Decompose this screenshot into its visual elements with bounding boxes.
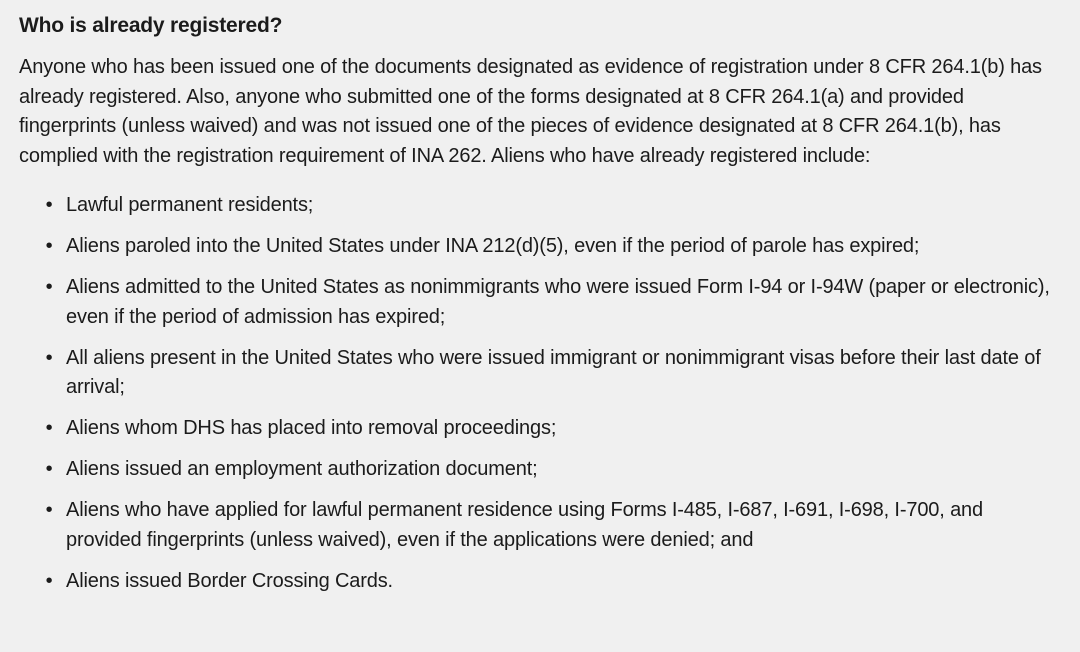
list-item <box>45 455 1060 485</box>
list-item-text: Aliens who have applied for lawful permanent residence using Forms I-485, I-687, I-691, I-698, I-700, and provided fingerprints (unless waived), even if the applications were denied; and <box>66 499 983 551</box>
list-item-text: All aliens present in the United States who were issued immigrant or nonimmigrant visas before their last date of arrival; <box>66 346 1041 398</box>
bullet-icon: • <box>45 569 53 592</box>
bullet-icon: • <box>45 499 53 521</box>
registered-list <box>19 191 1060 596</box>
list-item-text: Aliens admitted to the United States as nonimmigrants who were issued Form I-94 or I-94W (paper or electronic), even if the period of admission has expired; <box>66 276 1050 328</box>
bullet-icon: • <box>45 458 53 480</box>
list-item-text: Lawful permanent residents; <box>66 194 314 216</box>
intro-paragraph: Anyone who has been issued one of the documents designated as evidence of registration under 8 CFR 264.1(b) has already registered. Also, anyone who submitted one of the forms designated at 8 CFR 264.1(a) and provided fingerprints (unless waived) and was not issued one of the pieces of evidence designated at 8 CFR 264.1(b), has complied with the registration requirement of INA 262. Aliens who have already registered include: <box>19 56 1042 167</box>
section-heading: Who is already registered? <box>19 14 283 37</box>
list-item <box>45 567 1060 597</box>
bullet-icon: • <box>45 194 53 216</box>
bullet-icon: • <box>45 417 53 439</box>
bullet-icon: • <box>45 235 53 257</box>
list-item <box>45 414 1060 444</box>
list-item-text: Aliens paroled into the United States under INA 212(d)(5), even if the period of parole has expired; <box>66 235 920 257</box>
bullet-icon: • <box>45 276 53 298</box>
list-item <box>45 273 1060 332</box>
list-item-text: Aliens issued Border Crossing Cards. <box>66 569 393 592</box>
list-item <box>45 344 1060 403</box>
list-item-text: Aliens issued an employment authorization document; <box>66 458 538 480</box>
bullet-icon: • <box>45 346 53 369</box>
list-item <box>45 232 1060 262</box>
list-item <box>45 191 1060 221</box>
list-item <box>45 496 1060 555</box>
list-item-text: Aliens whom DHS has placed into removal proceedings; <box>66 417 557 439</box>
